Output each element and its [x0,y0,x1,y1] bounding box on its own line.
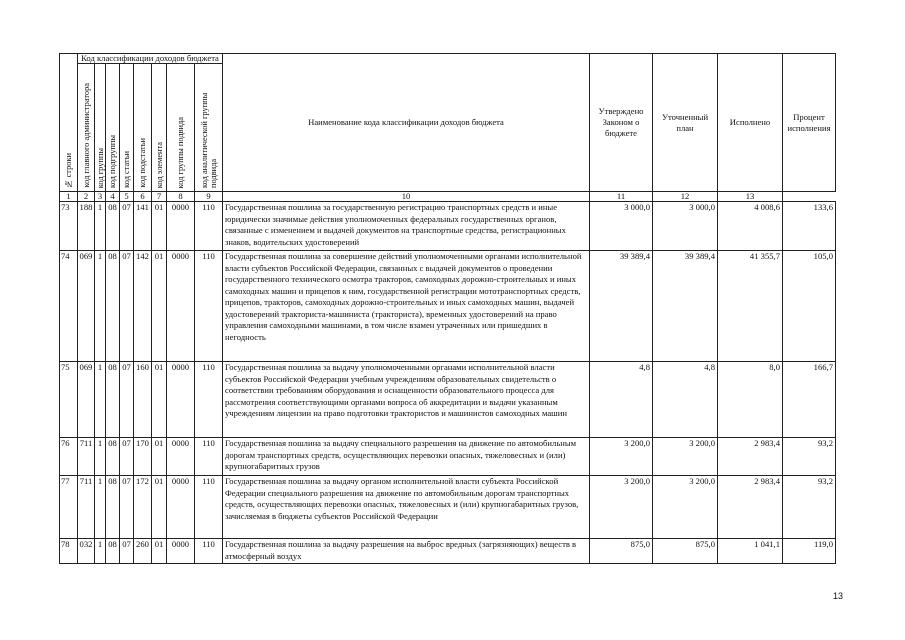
revised-value: 3 200,0 [653,438,718,476]
code-subarticle: 170 [134,438,152,476]
page-number: 13 [832,591,843,601]
column-number: 5 [120,192,134,202]
percent-value: 93,2 [783,438,836,476]
approved-value: 3 200,0 [590,476,653,539]
code-group: 1 [95,362,106,438]
executed-value: 1 041,1 [718,539,783,564]
column-number: 10 [223,192,590,202]
code-element: 01 [152,202,167,251]
code-article: 07 [120,476,134,539]
income-name: Государственная пошлина за совершение действий уполномоченными органами исполнительной власти субъектов Российской Федерации, связанных с выдачей документов о проведении государственного технического осмотра тракторов, самоходных дорожно-строительных и иных самоходных машин и прицепов к ним, государственной регистрации мототранспортных средств, прицепов, тракторов, самоходных дорожно-строительных и иных самоходных машин, выдачей удостоверений тракториста-машиниста (тракториста), временных удостоверений на право управления самоходными машинами, в том числе взамен утраченных или пришедших в негодность [223,251,590,362]
column-number: 13 [718,192,783,202]
code-subgroup: 08 [106,202,120,251]
percent-value: 119,0 [783,539,836,564]
code-article: 07 [120,438,134,476]
code-subtype: 0000 [167,476,195,539]
revised-value: 4,8 [653,362,718,438]
executed-value: 4 008,6 [718,202,783,251]
code-group: 1 [95,202,106,251]
code-analytic: 110 [195,202,223,251]
executed-value: 2 983,4 [718,438,783,476]
approved-value: 875,0 [590,539,653,564]
income-name: Государственная пошлина за выдачу специального разрешения на движение по автомобильным дорогам транспортных средств, осуществляющих перевозки опасных, тяжеловесных и (или) крупногабаритных грузов [223,438,590,476]
code-subtype: 0000 [167,438,195,476]
code-element: 01 [152,438,167,476]
approved-value: 3 200,0 [590,438,653,476]
header-code-analytic: код аналитической группы подвида [195,64,223,192]
revised-value: 3 200,0 [653,476,718,539]
code-subarticle: 160 [134,362,152,438]
revised-value: 875,0 [653,539,718,564]
code-analytic: 110 [195,438,223,476]
percent-value: 93,2 [783,476,836,539]
table-row [60,539,836,564]
percent-value: 166,7 [783,362,836,438]
row-number: 77 [60,476,78,539]
code-subarticle: 260 [134,539,152,564]
code-subarticle: 172 [134,476,152,539]
header-code-admin: код главного администратора [78,64,95,192]
code-subtype: 0000 [167,202,195,251]
code-article: 07 [120,251,134,362]
header-code-element: код элемента [152,64,167,192]
code-admin: 711 [78,438,95,476]
revised-value: 3 000,0 [653,202,718,251]
executed-value: 2 983,4 [718,476,783,539]
code-analytic: 110 [195,362,223,438]
column-number: 4 [106,192,120,202]
code-subgroup: 08 [106,539,120,564]
header-row-number-label: № строки [64,152,73,188]
header-code-subtype: код группы подвида [167,64,195,192]
table-row [60,251,836,362]
code-subgroup: 08 [106,476,120,539]
income-name: Государственная пошлина за государственную регистрацию транспортных средств и иные юридически значимые действия уполномоченных федеральных государственных органов, связанные с изменением и выдачей документов на транспортные средства, регистрационных знаков, водительских удостоверений [223,202,590,251]
column-number: 12 [653,192,718,202]
percent-value: 133,6 [783,202,836,251]
code-subgroup: 08 [106,251,120,362]
code-subarticle: 142 [134,251,152,362]
code-admin: 711 [78,476,95,539]
code-subtype: 0000 [167,251,195,362]
code-group: 1 [95,476,106,539]
column-number: 9 [195,192,223,202]
percent-value: 105,0 [783,251,836,362]
row-number: 73 [60,202,78,251]
column-number-row [60,192,836,202]
code-group: 1 [95,251,106,362]
code-article: 07 [120,362,134,438]
header-code-group-col: код группы [95,64,106,192]
table-row [60,438,836,476]
column-number: 6 [134,192,152,202]
income-name: Государственная пошлина за выдачу уполномоченными органами исполнительной власти субъектов Российской Федерации учебным учреждениям образовательных свидетельств о соответствии требованиям оборудования и оснащенности образовательного процесса для рассмотрения соответствующими органами вопроса об аккредитации и выдачи указанным учреждениям лицензии на право подготовки трактористов и машинистов самоходных машин [223,362,590,438]
code-element: 01 [152,476,167,539]
row-number: 78 [60,539,78,564]
column-number: 3 [95,192,106,202]
code-element: 01 [152,539,167,564]
income-name: Государственная пошлина за выдачу органом исполнительной власти субъекта Российской Федерации специального разрешения на движение по автомобильным дорогам транспортных средств, осуществляющих перевозки опасных, тяжеловесных и (или) крупногабаритных грузов, зачисляемая в бюджеты субъектов Российской Федерации [223,476,590,539]
code-admin: 069 [78,362,95,438]
header-code-subgroup: код подгруппы [106,64,120,192]
column-number: 2 [78,192,95,202]
header-percent: Процент исполнения [783,54,836,192]
code-group: 1 [95,539,106,564]
code-analytic: 110 [195,476,223,539]
header-code-article: код статьи [120,64,134,192]
header-executed: Исполнено [718,54,783,192]
code-article: 07 [120,202,134,251]
row-number: 76 [60,438,78,476]
header-approved: Утверждено Законом о бюджете [590,54,653,192]
revised-value: 39 389,4 [653,251,718,362]
approved-value: 3 000,0 [590,202,653,251]
code-article: 07 [120,539,134,564]
row-number: 74 [60,251,78,362]
header-code-subarticle: код подстатьи [134,64,152,192]
header-name: Наименование кода классификации доходов бюджета [223,54,590,192]
code-admin: 069 [78,251,95,362]
header-row-number [60,54,78,192]
code-subgroup: 08 [106,438,120,476]
executed-value: 8,0 [718,362,783,438]
approved-value: 4,8 [590,362,653,438]
table-row [60,202,836,251]
code-analytic: 110 [195,251,223,362]
code-subarticle: 141 [134,202,152,251]
code-admin: 032 [78,539,95,564]
column-number: 1 [60,192,78,202]
column-number: 8 [167,192,195,202]
budget-table [59,53,836,564]
code-element: 01 [152,251,167,362]
header-code-group: Код классификации доходов бюджета [78,54,223,64]
approved-value: 39 389,4 [590,251,653,362]
table-row [60,476,836,539]
code-analytic: 110 [195,539,223,564]
income-name: Государственная пошлина за выдачу разрешения на выброс вредных (загрязняющих) веществ в атмосферный воздух [223,539,590,564]
column-number: 11 [590,192,653,202]
table-row [60,362,836,438]
code-element: 01 [152,362,167,438]
code-group: 1 [95,438,106,476]
executed-value: 41 355,7 [718,251,783,362]
column-number: 7 [152,192,167,202]
code-subgroup: 08 [106,362,120,438]
code-subtype: 0000 [167,539,195,564]
row-number: 75 [60,362,78,438]
code-subtype: 0000 [167,362,195,438]
code-admin: 188 [78,202,95,251]
header-revised: Уточненный план [653,54,718,192]
